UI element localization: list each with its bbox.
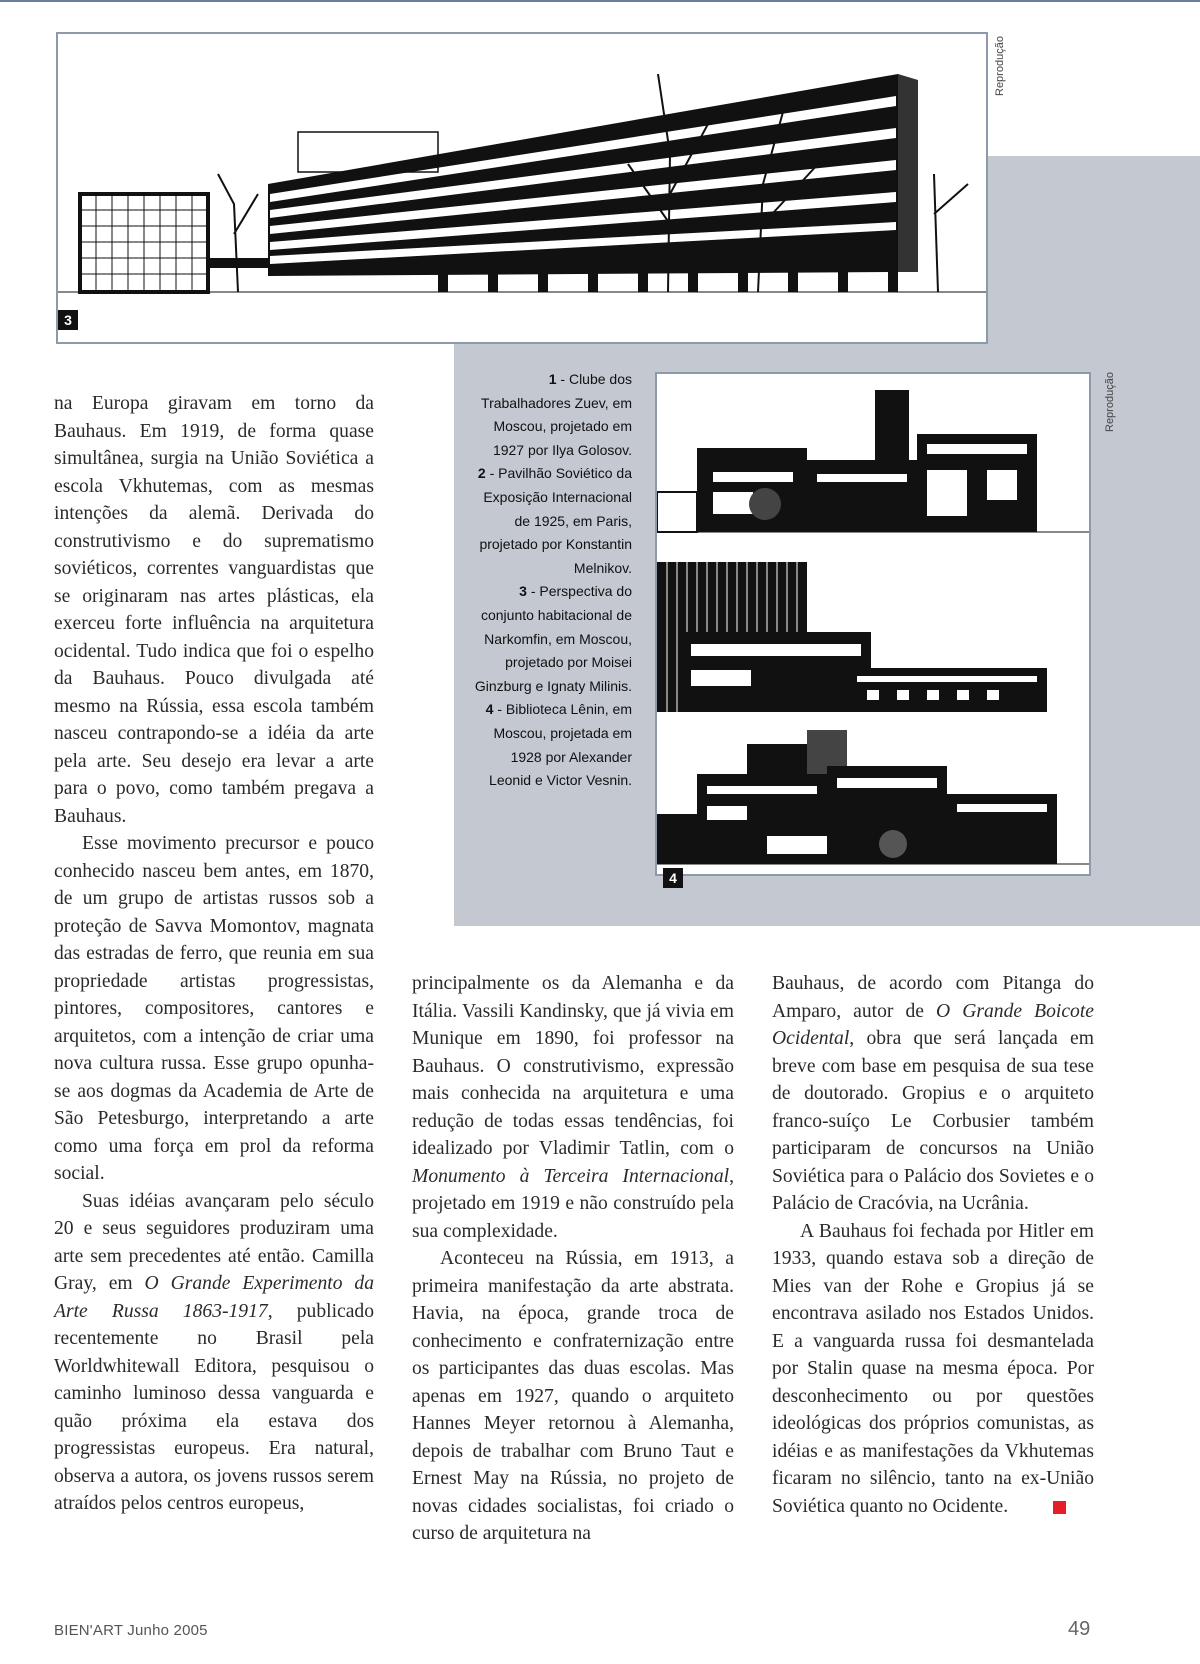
lenin-library-drawing (657, 730, 1091, 864)
col2-p1-text-a: principalmente os da Alemanha e da Itália. Vassili Kandinsky, que já vivia em Munique em 1890, foi professor na Bauhaus. O construtivismo, expressão mais conhecida na arquitetura e uma redução de todas essas tendências, foi idealizado por Vladimir Tatlin, com o (412, 973, 734, 1159)
figure-caption (468, 368, 632, 793)
caption-text-4: - Biblioteca Lênin, em Moscou, projetada em 1928 por Alexander Leonid e Victor Vesnin. (489, 701, 632, 789)
book-title-grande-experimento: O Grande Experimento da Arte Russa 1863-1917 (54, 1273, 374, 1322)
buildings-drawings (657, 374, 1091, 876)
col2-p1-text-b: , projetado em 1919 e não construído pela sua complexidade. (412, 1165, 734, 1242)
photo4-credit: Reprodução (1104, 372, 1116, 432)
caption-number-1: 1 (548, 371, 557, 387)
col1-paragraph-1: na Europa giravam em torno da Bauhaus. Em 1919, de forma quase simultânea, surgia na União Soviética a escola Vkhutemas, com as mesmas intenções da alemã. Derivada do construtivismo e do suprematismo soviéticos, correntes vanguardistas que se originaram nas artes plásticas, ela exerceu forte influência na arquitetura ocidental. Tudo indica que foi o espelho da Bauhaus. Pouco divulgada até mesmo na Rússia, essa escola também nasceu contrapondo-se a idéia da arte pela arte. Seu desejo era levar a arte para o povo, como também pregava a Bauhaus. (54, 393, 374, 827)
col1-paragraph-3 (54, 1188, 374, 1518)
footer-magazine-date: BIEN'ART Junho 2005 (54, 1622, 208, 1639)
book-title-grande-boicote: O Grande Boicote Ocidental (772, 1000, 1094, 1049)
col1-p3-text-a: Suas idéias avançaram pelo século 20 e seus seguidores produziram uma arte sem precedentes até então. Camilla Gray, em (54, 1190, 374, 1294)
figure-number-3: 3 (58, 310, 78, 330)
col3-p2-text: A Bauhaus foi fechada por Hitler em 1933, quando estava sob a direção de Mies van der Rohe e Gropius já se encontrava asilado nos Estados Unidos. E a vanguarda russa foi desmantelada por Stalin quase na mesma época. Por desconhecimento ou por questões ideológicas dos próprios comunistas, as idéias e as manifestações da Vkhutemas ficaram no silêncio, tanto na ex-União Soviética quanto no Ocidente. (772, 1220, 1094, 1517)
end-mark-square (1053, 1501, 1066, 1514)
text-column-1 (54, 390, 374, 1518)
col2-paragraph-2: Aconteceu na Rússia, em 1913, a primeira manifestação da arte abstrata. Havia, na época, grande troca de conhecimento e confraternização entre os participantes das duas escolas. Mas apenas em 1927, quando o arquiteto Hannes Meyer retornou à Alemanha, depois de trabalhar com Bruno Taut e Ernest May na Rússia, no projeto de novas cidades socialistas, foi criado o curso de arquitetura na (412, 1248, 734, 1544)
narkomfin-drawing (58, 34, 988, 344)
col3-paragraph-2 (772, 1218, 1094, 1521)
col1-p3-text-b: , publicado recentemente no Brasil pela Worldwhitewall Editora, pesquisou o caminho luminoso dessa vanguarda e quão próxima ela estava dos progressistas europeus. Era natural, observa a autora, os jovens russos serem atraídos pelos centros europeus, (54, 1300, 374, 1514)
caption-number-2: 2 (477, 465, 486, 482)
zuev-club-drawing (657, 390, 1091, 532)
caption-text-3: - Perspectiva do conjunto habitacional de Narkomfin, em Moscou, projetado por Moisei Ginzburg e Ignaty Milinis. (474, 583, 632, 694)
caption-number-4: 4 (485, 701, 494, 718)
caption-text-2: - Pavilhão Soviético da Exposição Internacional de 1925, em Paris, projetado por Konstantin Melnikov. (479, 465, 632, 576)
col3-p1-text-b: , obra que será lançada em breve com base em pesquisa de sua tese de doutorado. Gropius e o arquiteto franco-suíço Le Corbusier também participaram de concursos na União Soviética para o Palácio dos Sovietes e o Palácio de Cracóvia, na Ucrânia. (772, 1028, 1094, 1214)
work-title-monumento: Monumento à Terceira Internacional (412, 1165, 730, 1187)
caption-text-1: - Clube dos Trabalhadores Zuev, em Moscou, projetado em 1927 por Ilya Golosov. (481, 371, 632, 458)
top-rule (0, 0, 1200, 2)
col3-paragraph-1 (772, 970, 1094, 1218)
text-column-2 (412, 970, 734, 1548)
text-column-3 (772, 970, 1094, 1520)
illustration-narkomfin (56, 32, 988, 344)
col2-paragraph-1 (412, 970, 734, 1245)
photo3-credit: Reprodução (994, 36, 1006, 96)
figure-number-4: 4 (663, 868, 683, 888)
caption-number-3: 3 (519, 583, 527, 600)
page-number: 49 (1068, 1618, 1091, 1640)
illustration-panel-buildings (655, 372, 1091, 876)
col3-p1-text-a: Bauhaus, de acordo com Pitanga do Amparo, autor de (772, 973, 1094, 1022)
col1-paragraph-2: Esse movimento precursor e pouco conhecido nasceu bem antes, em 1870, de um grupo de artistas russos sob a proteção de Savva Momontov, magnata das estradas de ferro, que reunia em sua propriedade artistas progressistas, pintores, compositores, cantores e arquitetos, com a intenção de criar uma nova cultura russa. Esse grupo opunha-se aos dogmas da Academia de Arte de São Petesburgo, interpretando a arte como uma força em prol da reforma social. (54, 833, 374, 1184)
soviet-pavilion-drawing (657, 562, 1047, 712)
